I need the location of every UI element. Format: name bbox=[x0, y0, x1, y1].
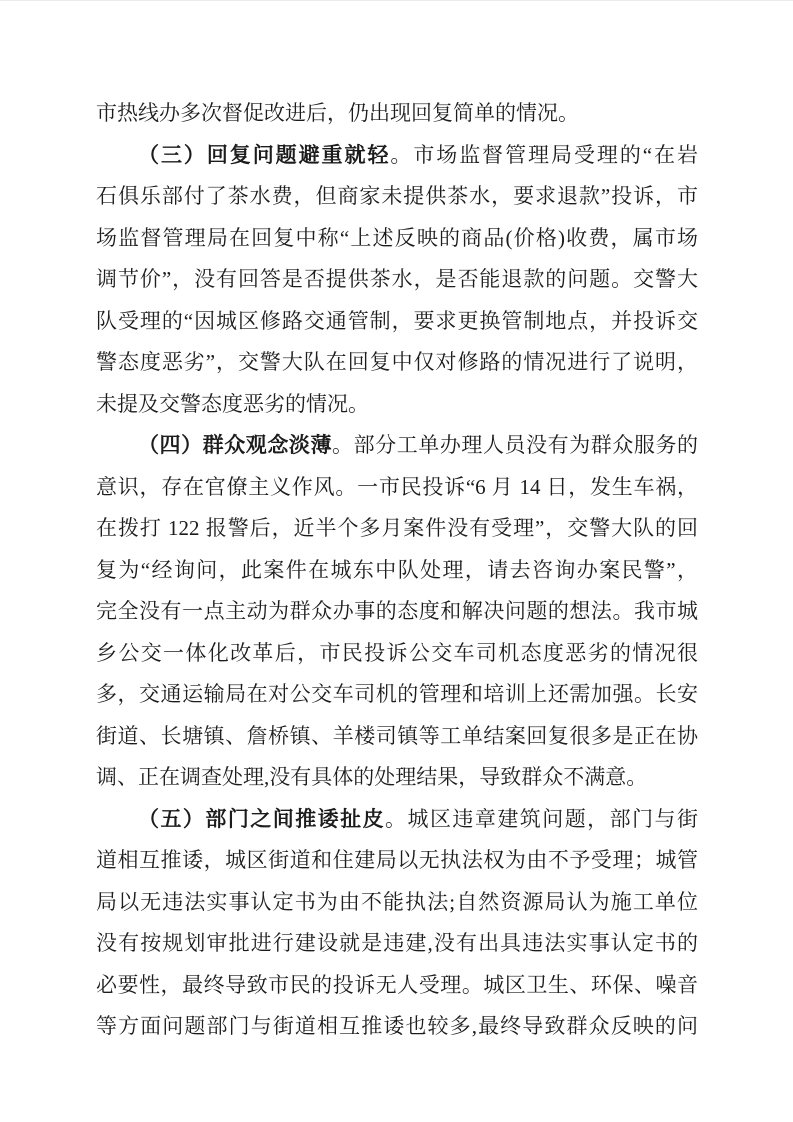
paragraph-line bbox=[96, 176, 698, 218]
paragraph-line bbox=[96, 218, 698, 260]
paragraph-line bbox=[96, 674, 698, 716]
paragraph-line bbox=[96, 716, 698, 758]
paragraph-line bbox=[96, 757, 698, 799]
section-5-heading: （五）部门之间推诿扯皮 bbox=[138, 806, 386, 831]
paragraph-line bbox=[96, 384, 698, 426]
paragraph-text: 队受理的“因城区修路交通管制，要求更换管制地点，并投诉交 bbox=[96, 308, 698, 333]
paragraph-text: 市热线办多次督促改进后，仍出现回复简单的情况。 bbox=[96, 101, 579, 125]
paragraph-text: 。部分工单办理人员没有为群众服务的 bbox=[332, 433, 698, 457]
paragraph-text: 调、正在调查处理,没有具体的处理结果，导致群众不满意。 bbox=[96, 765, 648, 789]
paragraph-line bbox=[96, 467, 698, 509]
paragraph-line bbox=[96, 259, 698, 301]
paragraph-line bbox=[96, 923, 698, 965]
paragraph-text: 未提及交警态度恶劣的情况。 bbox=[96, 391, 369, 416]
paragraph-text: 局以无违法实事认定书为由不能执法;自然资源局认为施工单位 bbox=[96, 889, 698, 914]
paragraph-text: 道相互推诿，城区街道和住建局以无执法权为由不予受理；城管 bbox=[96, 848, 698, 872]
paragraph-line bbox=[96, 508, 698, 550]
section-5-heading-line bbox=[96, 799, 698, 841]
section-4-heading-line bbox=[96, 425, 698, 467]
paragraph-text: 必要性，最终导致市民的投诉无人受理。城区卫生、环保、噪音 bbox=[96, 972, 698, 997]
paragraph-text: 街道、长塘镇、詹桥镇、羊楼司镇等工单结案回复很多是正在协 bbox=[96, 723, 698, 748]
paragraph-line bbox=[96, 1006, 698, 1048]
paragraph-text: 在拨打 122 报警后，近半个多月案件没有受理”，交警大队的回 bbox=[96, 516, 698, 540]
paragraph-text: 意识，存在官僚主义作风。一市民投诉“6 月 14 日，发生车祸， bbox=[96, 474, 698, 499]
paragraph-line bbox=[96, 342, 698, 384]
paragraph-text: 等方面问题部门与街道相互推诿也较多,最终导致群众反映的问 bbox=[96, 1014, 698, 1038]
paragraph-text: 警态度恶劣”，交警大队在回复中仅对修路的情况进行了说明， bbox=[96, 350, 698, 374]
paragraph-text: 完全没有一点主动为群众办事的态度和解决问题的想法。我市城 bbox=[96, 599, 698, 623]
paragraph-line bbox=[96, 965, 698, 1007]
paragraph-text: 。市场监督管理局受理的“在岩 bbox=[390, 142, 698, 167]
paragraph-line bbox=[96, 882, 698, 924]
section-4-heading: （四）群众观念淡薄 bbox=[138, 433, 333, 457]
paragraph-tail-line bbox=[96, 93, 698, 135]
paragraph-text: 。城区违章建筑问题，部门与街 bbox=[385, 806, 698, 831]
paragraph-line bbox=[96, 840, 698, 882]
section-3-heading-line bbox=[96, 135, 698, 177]
paragraph-text: 场监督管理局在回复中称“上述反映的商品(价格)收费，属市场 bbox=[96, 225, 698, 250]
paragraph-text: 乡公交一体化改革后，市民投诉公交车司机态度恶劣的情况很 bbox=[96, 640, 698, 665]
paragraph-text: 没有按规划审批进行建设就是违建,没有出具违法实事认定书的 bbox=[96, 931, 698, 955]
paragraph-line bbox=[96, 591, 698, 633]
paragraph-text: 调节价”，没有回答是否提供茶水，是否能退款的问题。交警大 bbox=[96, 267, 698, 291]
paragraph-text: 复为“经询问，此案件在城东中队处理，请去咨询办案民警”， bbox=[96, 557, 698, 582]
paragraph-line bbox=[96, 550, 698, 592]
paragraph-text: 石俱乐部付了茶水费，但商家未提供茶水，要求退款”投诉，市 bbox=[96, 184, 698, 208]
paragraph-text: 多，交通运输局在对公交车司机的管理和培训上还需加强。长安 bbox=[96, 682, 698, 706]
paragraph-line bbox=[96, 301, 698, 343]
section-3-heading: （三）回复问题避重就轻 bbox=[138, 142, 391, 167]
paragraph-line bbox=[96, 633, 698, 675]
